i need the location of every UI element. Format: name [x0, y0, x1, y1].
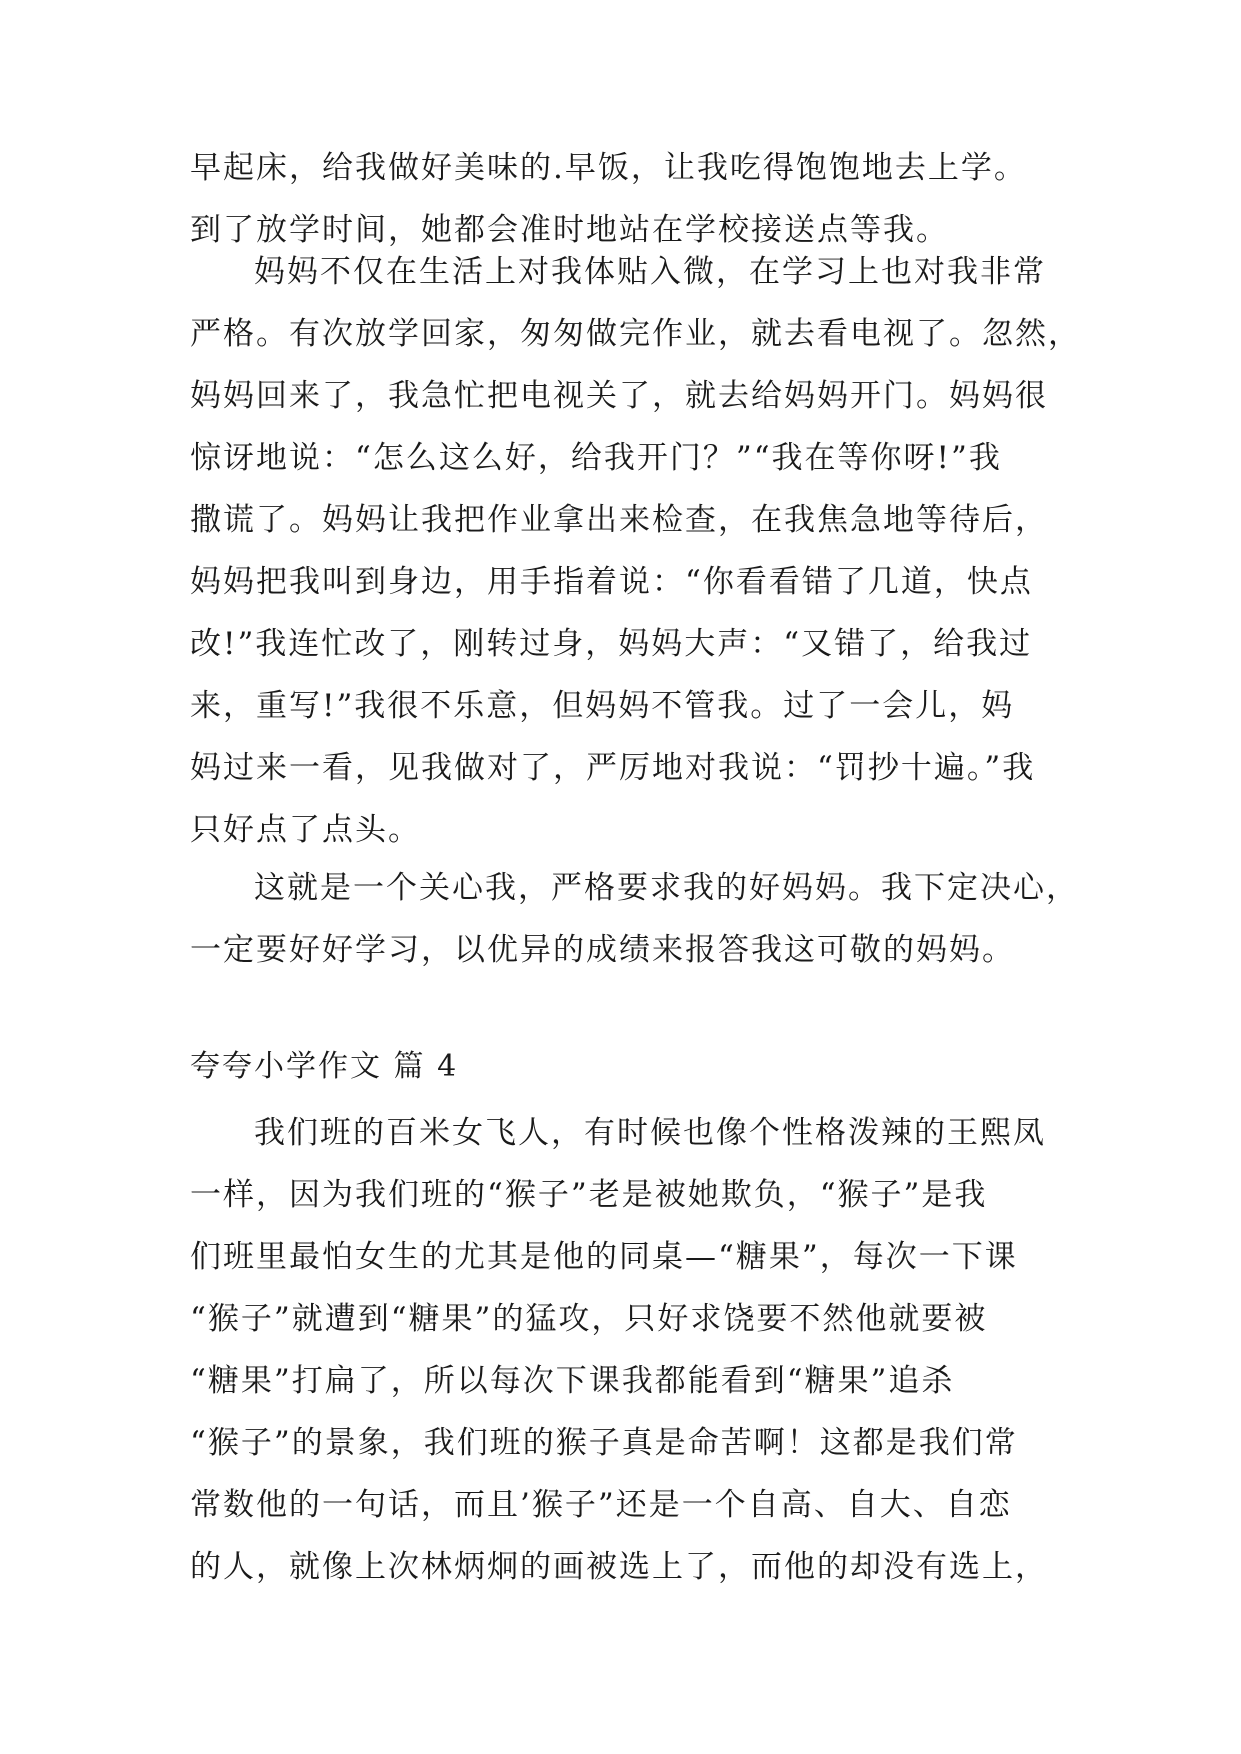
- text-line: 一定要好好学习，以优异的成绩来报答我这可敬的妈妈。: [190, 932, 1015, 968]
- text-line: 的人，就像上次林炳炯的画被选上了，而他的却没有选上，: [190, 1549, 1048, 1585]
- text-line: 这就是一个关心我，严格要求我的好妈妈。我下定决心，: [254, 870, 1079, 906]
- text-line: 到了放学时间，她都会准时地站在学校接送点等我。: [190, 212, 949, 248]
- text-line: 撒谎了。妈妈让我把作业拿出来检查，在我焦急地等待后，: [190, 502, 1048, 538]
- text-line: 改!”我连忙改了，刚转过身，妈妈大声：“又错了，给我过: [190, 626, 1033, 662]
- text-line: 们班里最怕女生的尤其是他的同桌—“糖果”，每次一下课: [190, 1239, 1018, 1275]
- text-line: 妈妈不仅在生活上对我体贴入微，在学习上也对我非常: [254, 254, 1046, 290]
- text-line: 来，重写!”我很不乐意，但妈妈不管我。过了一会儿，妈: [190, 688, 1015, 724]
- paragraph-classmates: [190, 1102, 1070, 1598]
- text-line: 我们班的百米女飞人，有时候也像个性格泼辣的王熙凤: [254, 1115, 1046, 1151]
- text-line: 妈妈把我叫到身边，用手指着说：“你看看错了几道，快点: [190, 564, 1033, 600]
- text-line: 常数他的一句话，而且’猴子”还是一个自高、自大、自恋: [190, 1487, 1012, 1523]
- text-line: 妈妈回来了，我急忙把电视关了，就去给妈妈开门。妈妈很: [190, 378, 1048, 414]
- text-line: 严格。有次放学回家，匆匆做完作业，就去看电视了。忽然，: [190, 316, 1081, 352]
- text-line: “糖果”打扁了，所以每次下课我都能看到“糖果”追杀: [190, 1363, 955, 1399]
- paragraph-conclusion: [190, 857, 1079, 981]
- section-heading: [190, 1036, 1070, 1098]
- text-line: 早起床，给我做好美味的.早饭，让我吃得饱饱地去上学。: [190, 150, 1027, 186]
- text-line: “猴子”就遭到“糖果”的猛攻，只好求饶要不然他就要被: [190, 1301, 988, 1337]
- text-line: 惊讶地说：“怎么这么好，给我开门？”“我在等你呀!”我: [190, 440, 1002, 476]
- essay-title: 夸夸小学作文 篇 4: [190, 1049, 459, 1084]
- paragraph-strict-mother: [190, 241, 1081, 861]
- text-line: 妈过来一看，见我做对了，严厉地对我说：“罚抄十遍。”我: [190, 750, 1036, 786]
- text-line: 一样，因为我们班的“猴子”老是被她欺负，“猴子”是我: [190, 1177, 988, 1213]
- text-line: 只好点了点头。: [190, 812, 421, 848]
- text-line: “猴子”的景象，我们班的猴子真是命苦啊！这都是我们常: [190, 1425, 1018, 1461]
